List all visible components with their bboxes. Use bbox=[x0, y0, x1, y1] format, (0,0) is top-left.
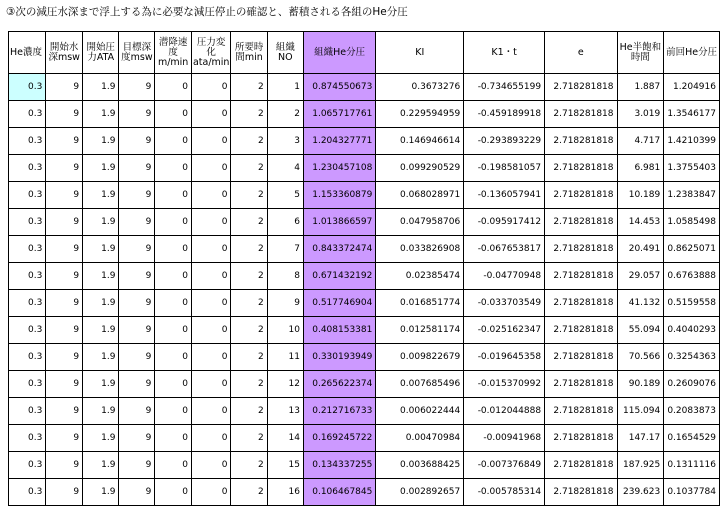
cell[interactable]: 0 bbox=[155, 344, 192, 371]
table-row bbox=[9, 290, 720, 317]
cell[interactable]: 1.887 bbox=[617, 74, 664, 101]
cell[interactable]: 2.718281818 bbox=[545, 479, 617, 506]
cell[interactable]: 41.132 bbox=[617, 290, 664, 317]
cell[interactable]: 0.212716733 bbox=[303, 398, 375, 425]
cell[interactable]: 1.2383847 bbox=[664, 182, 720, 209]
cell[interactable]: 0 bbox=[191, 344, 230, 371]
cell[interactable]: 0.3 bbox=[9, 317, 46, 344]
cell[interactable]: 9 bbox=[119, 209, 155, 236]
cell[interactable]: 2 bbox=[231, 425, 267, 452]
cell[interactable]: 0.3 bbox=[9, 398, 46, 425]
cell[interactable]: 0 bbox=[191, 371, 230, 398]
cell[interactable]: 1.9 bbox=[83, 128, 119, 155]
cell[interactable]: 9 bbox=[46, 236, 83, 263]
cell[interactable]: 9 bbox=[46, 101, 83, 128]
cell[interactable]: -0.459189918 bbox=[464, 101, 545, 128]
cell[interactable]: 9 bbox=[119, 74, 155, 101]
cell[interactable]: 9 bbox=[119, 155, 155, 182]
cell[interactable]: 0 bbox=[191, 425, 230, 452]
cell[interactable]: 2 bbox=[231, 452, 267, 479]
header-cell[interactable]: 潜降速度m/min bbox=[155, 32, 192, 74]
cell[interactable]: 6.981 bbox=[617, 155, 664, 182]
cell[interactable]: 9 bbox=[46, 344, 83, 371]
cell[interactable]: 9 bbox=[119, 371, 155, 398]
cell[interactable]: 0.3 bbox=[9, 344, 46, 371]
cell[interactable]: -0.019645358 bbox=[464, 344, 545, 371]
cell[interactable]: 0.007685496 bbox=[376, 371, 464, 398]
cell[interactable]: -0.015370992 bbox=[464, 371, 545, 398]
cell[interactable]: 0 bbox=[191, 74, 230, 101]
cell[interactable]: 9 bbox=[119, 101, 155, 128]
cell[interactable]: 8 bbox=[267, 263, 303, 290]
cell[interactable]: 1.9 bbox=[83, 425, 119, 452]
cell[interactable]: 2.718281818 bbox=[545, 452, 617, 479]
cell[interactable]: 9 bbox=[46, 452, 83, 479]
cell[interactable]: 14 bbox=[267, 425, 303, 452]
cell[interactable]: -0.067653817 bbox=[464, 236, 545, 263]
cell[interactable]: 0 bbox=[191, 236, 230, 263]
cell[interactable]: 0.3 bbox=[9, 209, 46, 236]
cell[interactable]: 1.9 bbox=[83, 290, 119, 317]
cell[interactable]: -0.012044888 bbox=[464, 398, 545, 425]
cell[interactable]: 0.012581174 bbox=[376, 317, 464, 344]
cell[interactable]: 0 bbox=[155, 74, 192, 101]
cell[interactable]: 0.106467845 bbox=[303, 479, 375, 506]
cell[interactable]: 1.9 bbox=[83, 398, 119, 425]
cell[interactable]: 2 bbox=[231, 317, 267, 344]
cell[interactable]: 2 bbox=[231, 155, 267, 182]
cell[interactable]: 12 bbox=[267, 371, 303, 398]
cell[interactable]: 16 bbox=[267, 479, 303, 506]
cell[interactable]: 0 bbox=[155, 236, 192, 263]
cell[interactable]: 1.204916 bbox=[664, 74, 720, 101]
cell[interactable]: -0.095917412 bbox=[464, 209, 545, 236]
cell[interactable]: 0.3 bbox=[9, 425, 46, 452]
cell[interactable]: 0 bbox=[155, 182, 192, 209]
cell[interactable]: 9 bbox=[46, 209, 83, 236]
cell[interactable]: 1.9 bbox=[83, 74, 119, 101]
cell[interactable]: 2.718281818 bbox=[545, 182, 617, 209]
cell[interactable]: 0.3 bbox=[9, 182, 46, 209]
cell[interactable]: -0.00941968 bbox=[464, 425, 545, 452]
table-row bbox=[9, 101, 720, 128]
cell[interactable]: 0.002892657 bbox=[376, 479, 464, 506]
cell[interactable]: 2 bbox=[231, 344, 267, 371]
cell[interactable]: 0.874550673 bbox=[303, 74, 375, 101]
cell[interactable]: 0.047958706 bbox=[376, 209, 464, 236]
cell[interactable]: 0.3 bbox=[9, 155, 46, 182]
cell[interactable]: 5 bbox=[267, 182, 303, 209]
cell[interactable]: 1.204327771 bbox=[303, 128, 375, 155]
cell[interactable]: 0.2083873 bbox=[664, 398, 720, 425]
cell[interactable]: 1.065717761 bbox=[303, 101, 375, 128]
cell[interactable]: 2.718281818 bbox=[545, 371, 617, 398]
cell[interactable]: 0 bbox=[191, 452, 230, 479]
cell[interactable]: 0.009822679 bbox=[376, 344, 464, 371]
header-cell[interactable]: 開始水深msw bbox=[46, 32, 83, 74]
cell[interactable]: 1.9 bbox=[83, 209, 119, 236]
cell[interactable]: -0.198581057 bbox=[464, 155, 545, 182]
cell[interactable]: 0.3 bbox=[9, 128, 46, 155]
cell[interactable]: 9 bbox=[119, 317, 155, 344]
cell[interactable]: 0 bbox=[191, 155, 230, 182]
cell[interactable]: -0.007376849 bbox=[464, 452, 545, 479]
cell[interactable]: 9 bbox=[46, 425, 83, 452]
cell[interactable]: 2 bbox=[231, 209, 267, 236]
table-row bbox=[9, 209, 720, 236]
header-cell[interactable]: 組織He分圧 bbox=[303, 32, 375, 74]
cell[interactable]: 0.146946614 bbox=[376, 128, 464, 155]
cell[interactable]: 2.718281818 bbox=[545, 128, 617, 155]
cell[interactable]: 2 bbox=[231, 398, 267, 425]
cell[interactable]: 2.718281818 bbox=[545, 74, 617, 101]
cell[interactable]: 0 bbox=[155, 452, 192, 479]
cell[interactable]: 15 bbox=[267, 452, 303, 479]
cell[interactable]: 1.9 bbox=[83, 479, 119, 506]
cell[interactable]: 9 bbox=[46, 74, 83, 101]
cell[interactable]: 1.9 bbox=[83, 236, 119, 263]
sheet-title: ③次の減圧水深まで浮上する為に必要な減圧停止の確認と、蓄積される各組のHe分圧 bbox=[6, 6, 408, 18]
cell[interactable]: 0.3 bbox=[9, 101, 46, 128]
cell[interactable]: 0.3 bbox=[9, 452, 46, 479]
cell[interactable]: 11 bbox=[267, 344, 303, 371]
cell[interactable]: 0.016851774 bbox=[376, 290, 464, 317]
cell[interactable]: 0 bbox=[191, 398, 230, 425]
cell[interactable]: 9 bbox=[119, 128, 155, 155]
cell[interactable]: 2 bbox=[231, 371, 267, 398]
cell[interactable]: 2 bbox=[231, 101, 267, 128]
cell[interactable]: 1.3546177 bbox=[664, 101, 720, 128]
cell[interactable]: 9 bbox=[119, 290, 155, 317]
header-cell[interactable]: 目標深度msw bbox=[119, 32, 155, 74]
data-table bbox=[8, 31, 720, 506]
cell[interactable]: 0 bbox=[191, 182, 230, 209]
cell[interactable]: 13 bbox=[267, 398, 303, 425]
cell[interactable]: 115.094 bbox=[617, 398, 664, 425]
cell[interactable]: 0.1037784 bbox=[664, 479, 720, 506]
cell[interactable]: 1.9 bbox=[83, 452, 119, 479]
cell[interactable]: 9 bbox=[119, 182, 155, 209]
cell[interactable]: 0.408153381 bbox=[303, 317, 375, 344]
header-cell[interactable]: He半飽和時間 bbox=[617, 32, 664, 74]
cell[interactable]: 2.718281818 bbox=[545, 236, 617, 263]
cell[interactable]: 2.718281818 bbox=[545, 317, 617, 344]
table-row bbox=[9, 74, 720, 101]
cell[interactable]: 0.3 bbox=[9, 290, 46, 317]
cell[interactable]: 239.623 bbox=[617, 479, 664, 506]
cell[interactable]: 9 bbox=[46, 128, 83, 155]
table-row bbox=[9, 452, 720, 479]
cell[interactable]: 0 bbox=[191, 263, 230, 290]
cell[interactable]: 9 bbox=[46, 317, 83, 344]
cell[interactable]: 0.6763888 bbox=[664, 263, 720, 290]
cell[interactable]: -0.033703549 bbox=[464, 290, 545, 317]
cell[interactable]: 0.00470984 bbox=[376, 425, 464, 452]
cell[interactable]: 2 bbox=[231, 479, 267, 506]
cell[interactable]: 2 bbox=[231, 263, 267, 290]
cell[interactable]: 9 bbox=[119, 479, 155, 506]
cell[interactable]: 1.4210399 bbox=[664, 128, 720, 155]
cell[interactable]: 14.453 bbox=[617, 209, 664, 236]
cell[interactable]: 0 bbox=[155, 290, 192, 317]
cell[interactable]: 29.057 bbox=[617, 263, 664, 290]
cell[interactable]: 10.189 bbox=[617, 182, 664, 209]
cell[interactable]: 0 bbox=[155, 371, 192, 398]
cell[interactable]: 2.718281818 bbox=[545, 263, 617, 290]
cell[interactable]: 0 bbox=[155, 128, 192, 155]
header-cell[interactable]: 前回He分圧 bbox=[664, 32, 720, 74]
header-cell[interactable]: 開始圧力ATA bbox=[83, 32, 119, 74]
cell[interactable]: 0 bbox=[191, 128, 230, 155]
cell[interactable]: 0.330193949 bbox=[303, 344, 375, 371]
cell[interactable]: 1.9 bbox=[83, 371, 119, 398]
cell[interactable]: 0 bbox=[191, 290, 230, 317]
cell[interactable]: 6 bbox=[267, 209, 303, 236]
cell[interactable]: 0.4040293 bbox=[664, 317, 720, 344]
cell[interactable]: 0.843372474 bbox=[303, 236, 375, 263]
cell[interactable]: 55.094 bbox=[617, 317, 664, 344]
cell[interactable]: 3 bbox=[267, 128, 303, 155]
cell[interactable]: 9 bbox=[46, 398, 83, 425]
cell[interactable]: 0.068028971 bbox=[376, 182, 464, 209]
cell[interactable]: 0 bbox=[155, 479, 192, 506]
cell[interactable]: 9 bbox=[119, 452, 155, 479]
cell[interactable]: 1.230457108 bbox=[303, 155, 375, 182]
cell[interactable]: 0.02385474 bbox=[376, 263, 464, 290]
cell[interactable]: 0 bbox=[155, 209, 192, 236]
selected-cell[interactable]: 0.3 bbox=[9, 74, 46, 101]
cell[interactable]: 9 bbox=[46, 371, 83, 398]
cell[interactable]: 0.033826908 bbox=[376, 236, 464, 263]
cell[interactable]: 0.8625071 bbox=[664, 236, 720, 263]
cell[interactable]: 2.718281818 bbox=[545, 425, 617, 452]
cell[interactable]: 0 bbox=[155, 263, 192, 290]
cell[interactable]: 2 bbox=[231, 236, 267, 263]
table-row bbox=[9, 371, 720, 398]
cell[interactable]: 0 bbox=[155, 101, 192, 128]
cell[interactable]: 2.718281818 bbox=[545, 209, 617, 236]
cell[interactable]: 0.006022444 bbox=[376, 398, 464, 425]
cell[interactable]: -0.734655199 bbox=[464, 74, 545, 101]
cell[interactable]: 9 bbox=[119, 425, 155, 452]
table-row bbox=[9, 398, 720, 425]
cell[interactable]: 0 bbox=[191, 101, 230, 128]
cell[interactable]: 0 bbox=[155, 155, 192, 182]
header-cell[interactable]: e bbox=[545, 32, 617, 74]
cell[interactable]: 7 bbox=[267, 236, 303, 263]
cell[interactable]: 9 bbox=[46, 290, 83, 317]
cell[interactable]: 0.5159558 bbox=[664, 290, 720, 317]
table-row bbox=[9, 236, 720, 263]
cell[interactable]: 0.3 bbox=[9, 263, 46, 290]
cell[interactable]: 2 bbox=[231, 128, 267, 155]
header-row bbox=[9, 32, 720, 74]
cell[interactable]: 9 bbox=[119, 344, 155, 371]
cell[interactable]: 9 bbox=[46, 263, 83, 290]
cell[interactable]: 2 bbox=[231, 290, 267, 317]
cell[interactable]: 1 bbox=[267, 74, 303, 101]
cell[interactable]: 9 bbox=[46, 479, 83, 506]
cell[interactable]: 0 bbox=[155, 398, 192, 425]
cell[interactable]: 0.099290529 bbox=[376, 155, 464, 182]
cell[interactable]: 2 bbox=[267, 101, 303, 128]
table-row bbox=[9, 128, 720, 155]
header-cell[interactable]: 組織NO bbox=[267, 32, 303, 74]
cell[interactable]: 1.0585498 bbox=[664, 209, 720, 236]
cell[interactable]: 10 bbox=[267, 317, 303, 344]
cell[interactable]: 4.717 bbox=[617, 128, 664, 155]
cell[interactable]: 0.003688425 bbox=[376, 452, 464, 479]
cell[interactable]: 9 bbox=[119, 236, 155, 263]
header-cell[interactable]: He濃度 bbox=[9, 32, 46, 74]
cell[interactable]: 0.2609076 bbox=[664, 371, 720, 398]
cell[interactable]: 0 bbox=[191, 479, 230, 506]
cell[interactable]: 1.9 bbox=[83, 344, 119, 371]
cell[interactable]: 1.013866597 bbox=[303, 209, 375, 236]
cell[interactable]: -0.025162347 bbox=[464, 317, 545, 344]
cell[interactable]: 1.9 bbox=[83, 101, 119, 128]
cell[interactable]: 70.566 bbox=[617, 344, 664, 371]
table-row bbox=[9, 182, 720, 209]
cell[interactable]: -0.293893229 bbox=[464, 128, 545, 155]
cell[interactable]: 1.9 bbox=[83, 263, 119, 290]
cell[interactable]: 1.9 bbox=[83, 182, 119, 209]
cell[interactable]: 0.3254363 bbox=[664, 344, 720, 371]
cell[interactable]: 0 bbox=[155, 317, 192, 344]
cell[interactable]: 2.718281818 bbox=[545, 155, 617, 182]
cell[interactable]: 1.9 bbox=[83, 317, 119, 344]
table-row bbox=[9, 425, 720, 452]
cell[interactable]: 147.17 bbox=[617, 425, 664, 452]
header-cell[interactable]: 圧力変化ata/min bbox=[191, 32, 230, 74]
cell[interactable]: 20.491 bbox=[617, 236, 664, 263]
cell[interactable]: 0.1654529 bbox=[664, 425, 720, 452]
cell[interactable]: 2.718281818 bbox=[545, 290, 617, 317]
cell[interactable]: 9 bbox=[267, 290, 303, 317]
cell[interactable]: 0.3673276 bbox=[376, 74, 464, 101]
cell[interactable]: 1.153360879 bbox=[303, 182, 375, 209]
cell[interactable]: 9 bbox=[46, 182, 83, 209]
header-cell[interactable]: KI bbox=[376, 32, 464, 74]
cell[interactable]: 4 bbox=[267, 155, 303, 182]
cell[interactable]: 9 bbox=[119, 398, 155, 425]
cell[interactable]: 0.169245722 bbox=[303, 425, 375, 452]
cell[interactable]: 0 bbox=[191, 209, 230, 236]
cell[interactable]: -0.005785314 bbox=[464, 479, 545, 506]
cell[interactable]: 1.3755403 bbox=[664, 155, 720, 182]
cell[interactable]: 187.925 bbox=[617, 452, 664, 479]
cell[interactable]: 90.189 bbox=[617, 371, 664, 398]
cell[interactable]: 0.3 bbox=[9, 236, 46, 263]
cell[interactable]: 9 bbox=[119, 263, 155, 290]
cell[interactable]: 3.019 bbox=[617, 101, 664, 128]
cell[interactable]: 0.229594959 bbox=[376, 101, 464, 128]
cell[interactable]: 0 bbox=[155, 425, 192, 452]
cell[interactable]: 0.517746904 bbox=[303, 290, 375, 317]
table-row bbox=[9, 479, 720, 506]
cell[interactable]: -0.04770948 bbox=[464, 263, 545, 290]
cell[interactable]: 2 bbox=[231, 74, 267, 101]
table-row bbox=[9, 317, 720, 344]
cell[interactable]: 1.9 bbox=[83, 155, 119, 182]
cell[interactable]: 2 bbox=[231, 182, 267, 209]
table-row bbox=[9, 155, 720, 182]
table-row bbox=[9, 344, 720, 371]
table-row bbox=[9, 263, 720, 290]
cell[interactable]: -0.136057941 bbox=[464, 182, 545, 209]
cell[interactable]: 2.718281818 bbox=[545, 398, 617, 425]
cell[interactable]: 9 bbox=[46, 155, 83, 182]
cell[interactable]: 0.134337255 bbox=[303, 452, 375, 479]
cell[interactable]: 2.718281818 bbox=[545, 344, 617, 371]
cell[interactable]: 0.265622374 bbox=[303, 371, 375, 398]
cell[interactable]: 0.3 bbox=[9, 371, 46, 398]
cell[interactable]: 0.3 bbox=[9, 479, 46, 506]
cell[interactable]: 0.1311116 bbox=[664, 452, 720, 479]
cell[interactable]: 2.718281818 bbox=[545, 101, 617, 128]
header-cell[interactable]: K1・t bbox=[464, 32, 545, 74]
cell[interactable]: 0.671432192 bbox=[303, 263, 375, 290]
header-cell[interactable]: 所要時間min bbox=[231, 32, 267, 74]
cell[interactable]: 0 bbox=[191, 317, 230, 344]
